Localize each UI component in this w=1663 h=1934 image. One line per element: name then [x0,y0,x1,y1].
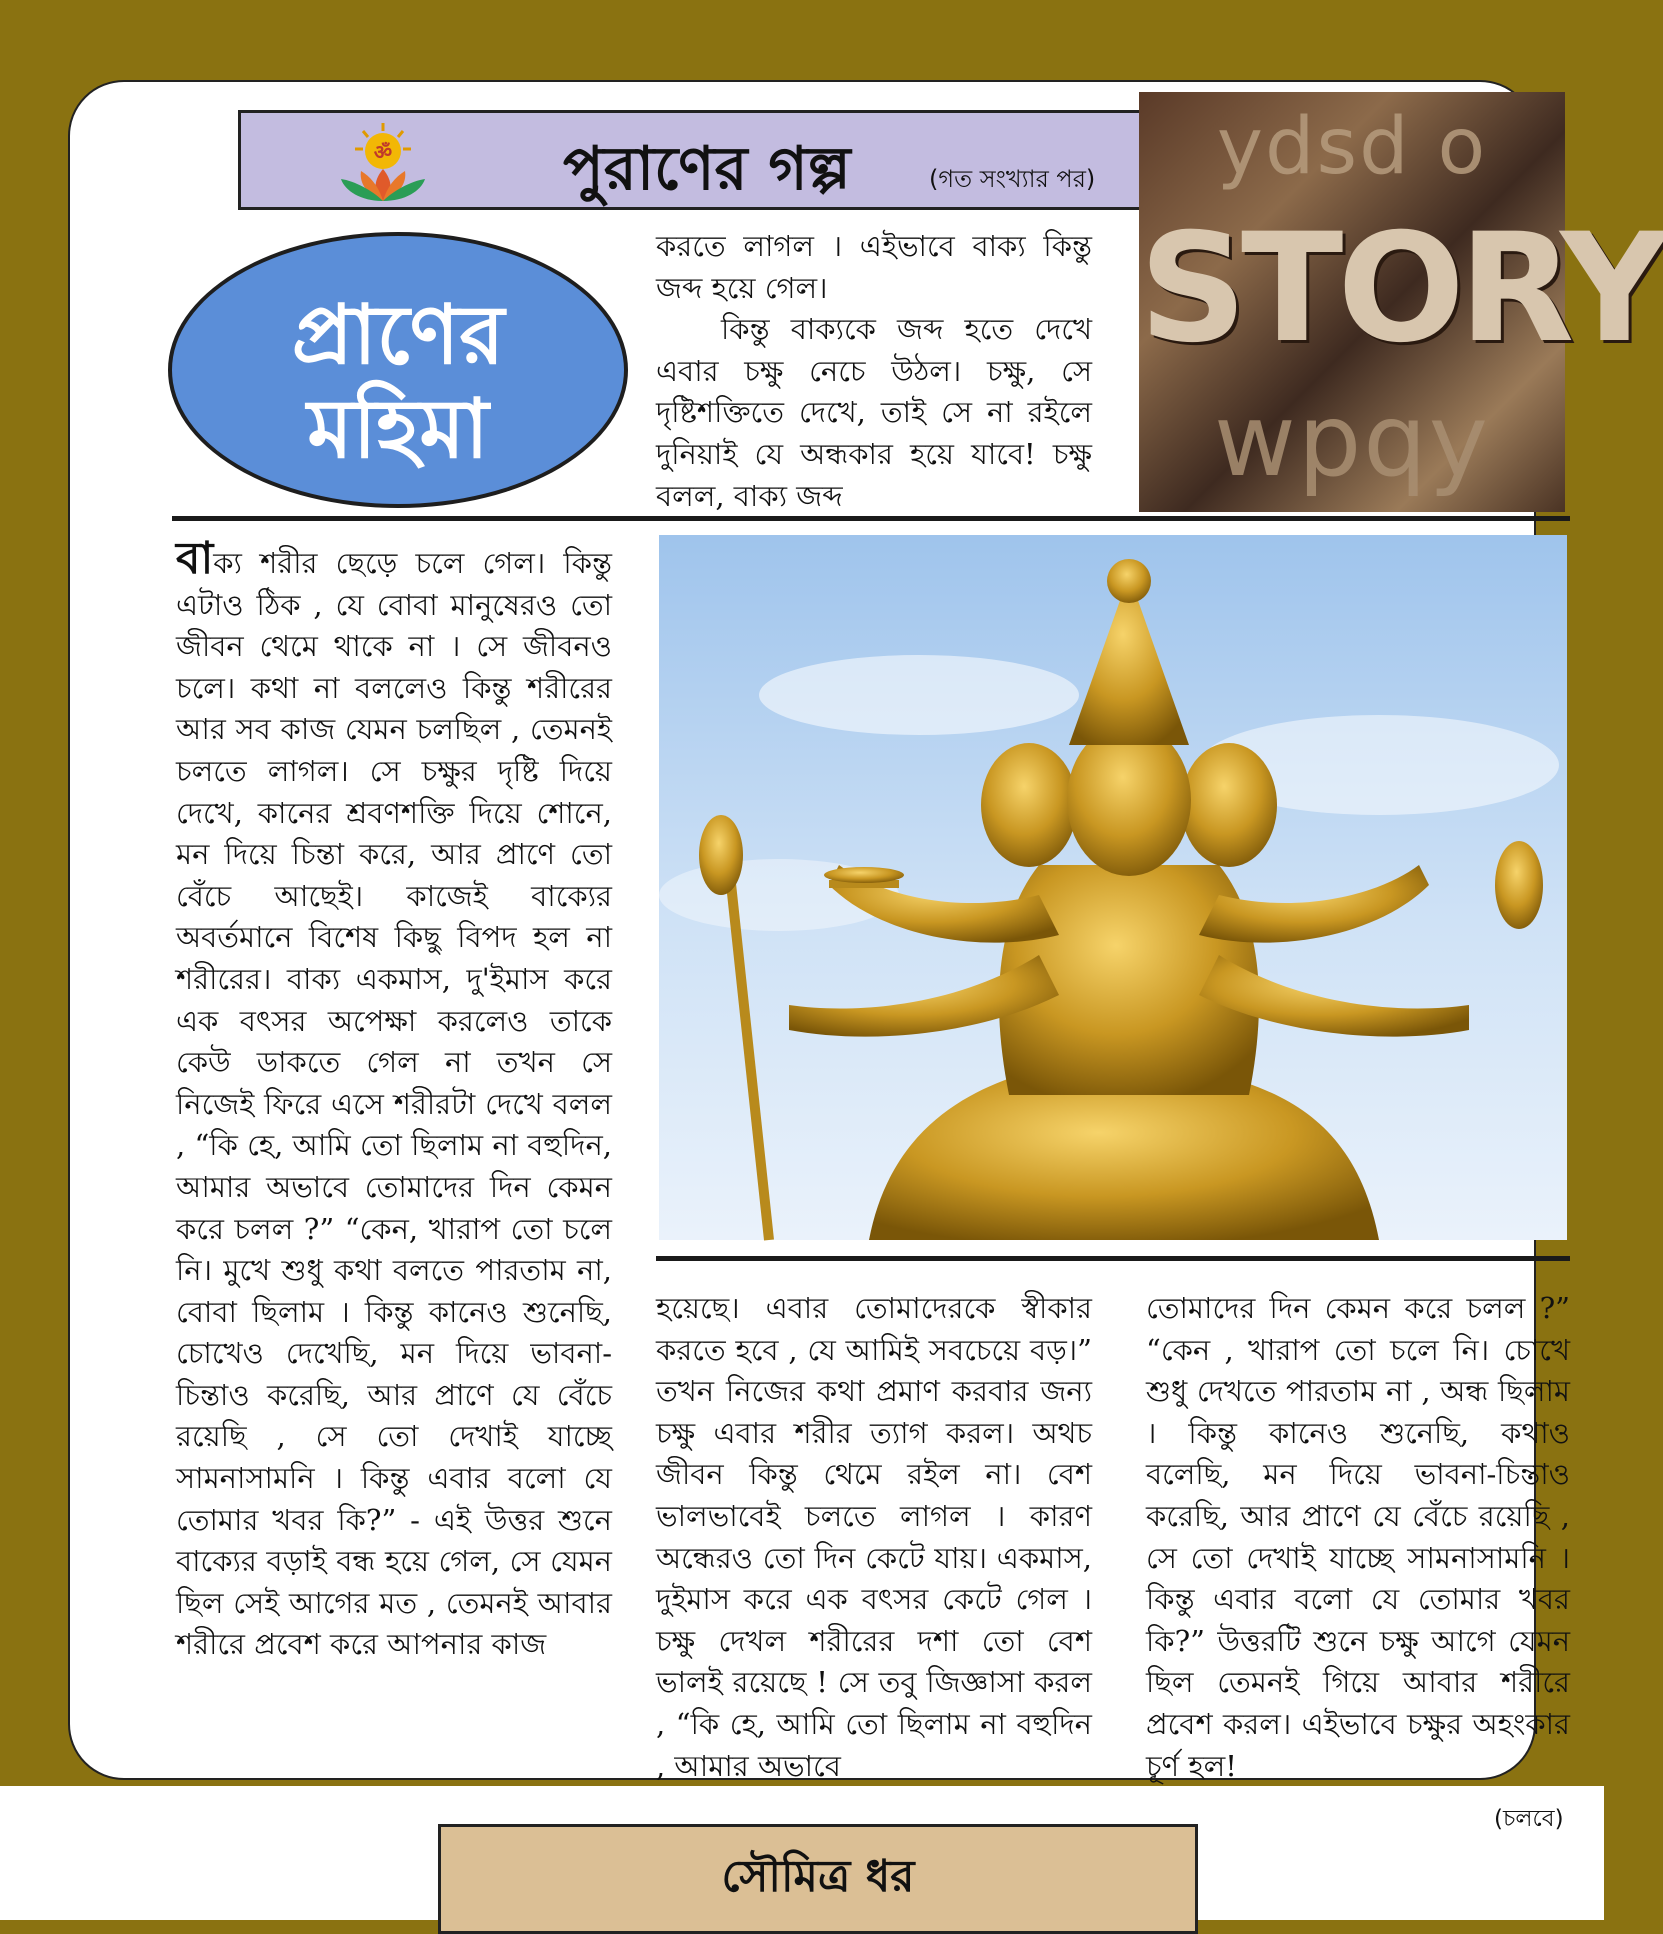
article-column-top [656,226,1092,516]
article-paragraph: কিন্তু বাক্যকে জব্দ হতে দেখে এবার চক্ষু নেচে উঠল। চক্ষু, সে দৃষ্টিশক্তিতে দেখে, তাই সে না রইলে দুনিয়াই যে অন্ধকার হয়ে যাবে! চক্ষু বলল, বাক্য জব্দ [656,312,1092,513]
story-image-top-letters: ydsd o [1216,102,1488,192]
article-column-right [1146,1288,1570,1828]
story-title-badge [168,232,628,508]
article-column-left [176,533,612,1824]
brahma-statue-illustration [659,535,1567,1240]
divider-rule [656,1256,1570,1261]
story-letterpress-image [1139,92,1663,512]
drop-cap: বা [176,533,214,584]
divider-rule [172,516,1570,521]
article-column-middle [656,1288,1092,1828]
story-image-word: STORY [1139,202,1663,376]
section-subtitle: (গত সংখ্যার পর) [929,165,1096,193]
article-paragraph: হয়েছে। এবার তোমাদেরকে স্বীকার করতে হবে , যে আমিই সবচেয়ে বড়।” তখন নিজের কথা প্রমাণ করবার জন্য চক্ষু এবার শরীর ত্যাগ করল। অথচ জীবন কিন্তু থেমে রইল না। বেশ ভালভাবেই চলতে লাগল । কারণ অন্ধেরও তো দিন কেটে যায়। একমাস, দুইমাস করে এক বৎসর কেটে গেল । চক্ষু দেখল শরীরের দশা তো বেশ ভালই রয়েছে ! সে তবু জিজ্ঞাসা করল , “কি হে, আমি তো ছিলাম না বহুদিন , আমার অভাবে [656,1291,1092,1783]
story-title-line-2: মহিমা [307,381,489,477]
article-paragraph: ক্য শরীর ছেড়ে চলে গেল। কিন্তু এটাও ঠিক , যে বোবা মানুষেরও তো জীবন থেমে থাকে না । সে জীবনও চলে। কথা না বললেও কিন্তু শরীরের আর সব কাজ যেমন চলছিল , তেমনই চলতে লাগল। সে চক্ষুর দৃষ্টি দিয়ে দেখে, কানের শ্রবণশক্তি দিয়ে শোনে, মন দিয়ে চিন্তা করে, আর প্রাণে তো বেঁচে আছেই। কাজেই বাক্যের অবর্তমানে বিশেষ কিছু বিপদ হল না শরীরের। বাক্য একমাস, দু'ইমাস করে এক বৎসর অপেক্ষা করলেও তাকে কেউ ডাকতে গেল না তখন সে নিজেই ফিরে এসে শরীরটা দেখে বলল , “কি হে, আমি তো ছিলাম না বহুদিন, আমার অভাবে তোমাদের দিন কেমন করে চলল ?” “কেন, খারাপ তো চলে নি। মুখে শুধু কথা বলতে পারতাম না, বোবা ছিলাম । কিন্তু কানেও শুনেছি, চোখেও দেখেছি, মন দিয়ে ভাবনা-চিন্তাও করেছি, আর প্রাণে যে বেঁচে রয়েছি , সে তো দেখাই যাচ্ছে সামনাসামনি । কিন্তু এবার বলো যে তোমার খবর কি?” - এই উত্তর শুনে বাক্যের বড়াই বন্ধ হয়ে গেল, সে যেমন ছিল সেই আগের মত , তেমনই আবার শরীরে প্রবেশ করে আপনার কাজ [176,546,612,1662]
article-paragraph: করতে লাগল । এইভাবে বাক্য কিন্তু জব্দ হয়ে গেল। [656,229,1092,305]
author-name: সৌমিত্র ধর [721,1851,915,1902]
page-panel [68,80,1663,1832]
section-title: পুরাণের গল্প [563,134,851,204]
continued-label: (চলবে) [1494,1806,1564,1832]
brahma-statue-image [659,535,1567,1240]
om-lotus-icon [333,121,433,203]
article-paragraph: তোমাদের দিন কেমন করে চলল ?” “কেন , খারাপ তো চলে নি। চোখে শুধু দেখতে পারতাম না , অন্ধ ছিলাম । কিন্তু কানেও শুনেছি, কথাও বলেছি, মন দিয়ে ভাবনা-চিন্তাও করেছি, আর প্রাণে যে বেঁচে রয়েছি , সে তো দেখাই যাচ্ছে সামনাসামনি । কিন্তু এবার বলো যে তোমার খবর কি?” উত্তরটি শুনে চক্ষু আগে যেমন ছিল তেমনই গিয়ে আবার শরীরে প্রবেশ করল। এইভাবে চক্ষুর অহংকার চূর্ণ হল! [1146,1291,1570,1783]
author-box [438,1824,1198,1934]
header-bar [238,110,1142,210]
story-title-line-1: প্রাণের [291,287,505,383]
svg-text:ॐ: ॐ [373,140,393,164]
story-image-bottom-letters: wpqy [1214,382,1490,499]
